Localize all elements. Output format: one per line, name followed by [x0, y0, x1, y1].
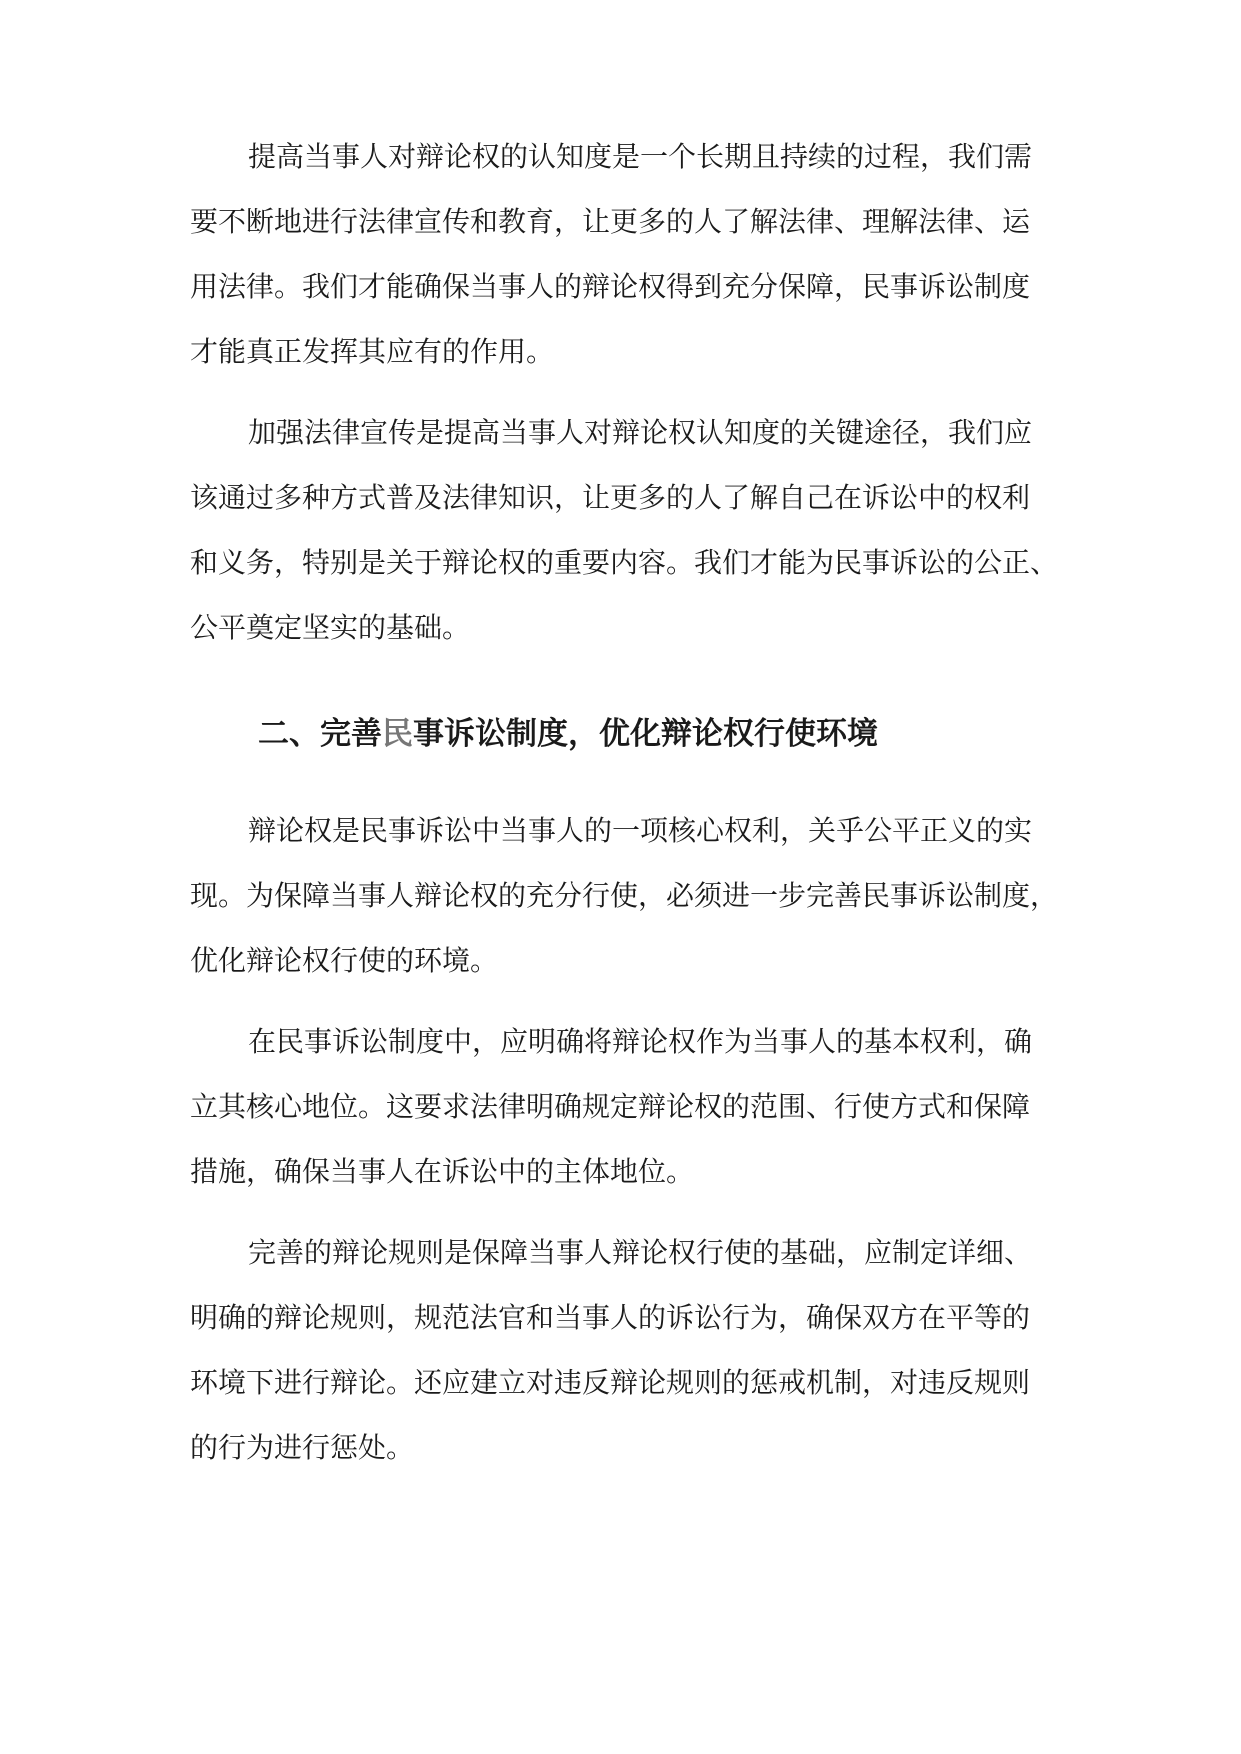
- paragraph-3-line-1: 辩论权是民事诉讼中当事人的一项核心权利，关乎公平正义的实: [248, 814, 1033, 847]
- paragraph-4-line-1: 在民事诉讼制度中，应明确将辩论权作为当事人的基本权利，确: [248, 1025, 1033, 1058]
- paragraph-3-line-3: 优化辩论权行使的环境。: [190, 944, 499, 977]
- paragraph-2-line-3: 和义务，特别是关于辩论权的重要内容。我们才能为民事诉讼的公正、: [190, 546, 1059, 579]
- section-heading-part-1: 二、完善: [258, 716, 382, 752]
- paragraph-5-line-1: 完善的辩论规则是保障当事人辩论权行使的基础，应制定详细、: [248, 1236, 1033, 1269]
- paragraph-5-line-4: 的行为进行惩处。: [190, 1431, 415, 1464]
- paragraph-3-line-2: 现。为保障当事人辩论权的充分行使，必须进一步完善民事诉讼制度，: [190, 879, 1059, 912]
- paragraph-1-line-4: 才能真正发挥其应有的作用。: [190, 335, 555, 368]
- paragraph-1-line-3: 用法律。我们才能确保当事人的辩论权得到充分保障，民事诉讼制度: [190, 270, 1031, 303]
- paragraph-2-line-1: 加强法律宣传是提高当事人对辩论权认知度的关键途径，我们应: [248, 416, 1033, 449]
- paragraph-5-line-3: 环境下进行辩论。还应建立对违反辩论规则的惩戒机制，对违反规则: [190, 1366, 1031, 1399]
- section-heading-part-2: 事诉讼制度，优化辩论权行使环境: [413, 716, 878, 752]
- section-heading: [258, 713, 878, 755]
- paragraph-1-line-1: 提高当事人对辩论权的认知度是一个长期且持续的过程，我们需: [248, 140, 1033, 173]
- paragraph-4-line-2: 立其核心地位。这要求法律明确规定辩论权的范围、行使方式和保障: [190, 1090, 1031, 1123]
- paragraph-4-line-3: 措施，确保当事人在诉讼中的主体地位。: [190, 1155, 695, 1188]
- paragraph-2-line-2: 该通过多种方式普及法律知识，让更多的人了解自己在诉讼中的权利: [190, 481, 1031, 514]
- paragraph-1-line-2: 要不断地进行法律宣传和教育，让更多的人了解法律、理解法律、运: [190, 205, 1031, 238]
- section-heading-ghost-char: 民: [382, 716, 413, 752]
- paragraph-2-line-4: 公平奠定坚实的基础。: [190, 611, 471, 644]
- paragraph-5-line-2: 明确的辩论规则，规范法官和当事人的诉讼行为，确保双方在平等的: [190, 1301, 1031, 1334]
